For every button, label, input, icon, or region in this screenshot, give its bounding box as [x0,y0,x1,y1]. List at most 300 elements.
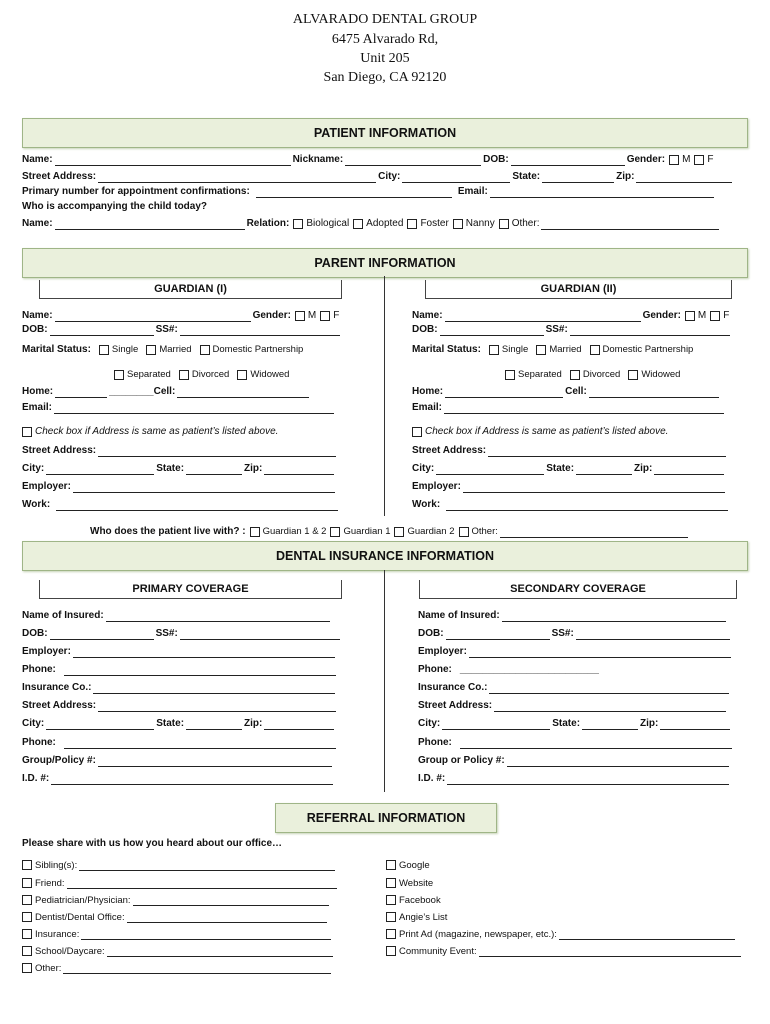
g1-home-field[interactable] [55,387,107,398]
g2-city-field[interactable] [436,464,544,475]
label: State: [156,718,185,729]
label: Check box if Address is same as patient’s listed above. [35,426,279,437]
sec-dob-field[interactable] [446,629,550,640]
label: Relation: [246,218,290,229]
g1-married-checkbox[interactable] [146,345,156,355]
office-name: ALVARADO DENTAL GROUP [292,12,478,27]
referral-info-header [275,803,497,833]
patient-nickname-field[interactable] [345,155,481,166]
sec-street-field[interactable] [494,701,726,712]
label: DOB: [412,324,438,335]
sec-dob-row [418,628,732,640]
g1-row-email [22,402,336,414]
label: DOB: [418,628,444,639]
sec-phone-row [418,664,599,676]
sec-group-field[interactable] [507,756,729,767]
insurance-info-header [22,541,748,571]
g1-divorced-checkbox[interactable] [179,370,189,380]
section-title: DENTAL INSURANCE INFORMATION [275,549,495,563]
g1-same-address-checkbox[interactable] [22,427,32,437]
g2-cell-field[interactable] [589,387,719,398]
label: GUARDIAN (II) [540,283,617,295]
label: City: [412,463,435,474]
patient-email-field[interactable] [490,187,714,198]
label: Community Event: [399,946,477,957]
ref-friend-checkbox[interactable] [22,878,32,888]
label: Other: [35,963,62,974]
patient-street-field[interactable] [98,172,376,183]
phone-blank[interactable]: _________________________ [459,664,599,675]
ref-school-row [22,946,335,957]
ref-dentist-row [22,912,329,923]
label: Other: [511,218,540,229]
g2-home-field[interactable] [445,387,563,398]
label: M [682,154,691,165]
sec-street-row [418,700,728,712]
label: Zip: [244,718,263,729]
ref-pediatrician-field[interactable] [133,895,329,906]
g1-row-home [22,386,311,398]
relation-other-field[interactable] [541,219,719,230]
g1-state-field[interactable] [186,464,242,475]
label: Insurance Co.: [22,682,92,693]
label: Biological [306,218,350,229]
sec-city-field[interactable] [442,719,550,730]
pri-co-field[interactable] [93,683,335,694]
g2-row-email [412,402,726,414]
live-guardian-both-checkbox[interactable] [250,527,260,537]
label: Name: [22,310,53,321]
label: I.D. #: [418,773,446,784]
pri-dob-field[interactable] [50,629,154,640]
label: Primary number for appointment confirmations: [22,186,250,197]
label: Friend: [35,878,65,889]
patient-row-2 [22,171,734,183]
label: Email: [457,186,488,197]
ref-community-field[interactable] [479,946,741,957]
label: Please share with us how you heard about our office… [22,838,283,849]
g2-street-field[interactable] [488,446,726,457]
label: Widowed [641,369,681,380]
ref-insurance-checkbox[interactable] [22,929,32,939]
pri-zip-field[interactable] [264,719,334,730]
column-divider [384,570,385,792]
label: Zip: [640,718,659,729]
label: Guardian 2 [407,526,455,537]
g1-separated-checkbox[interactable] [114,370,124,380]
label: Sibling(s): [35,860,78,871]
label: State: [552,718,581,729]
label: Domestic Partnership [602,344,694,355]
label: Guardian 1 [343,526,391,537]
label: DOB: [22,324,48,335]
pri-state-field[interactable] [186,719,242,730]
live-with-row [90,526,690,538]
ref-facebook-checkbox[interactable] [386,895,396,905]
label: Zip: [616,171,635,182]
ref-dentist-field[interactable] [127,912,327,923]
ref-angies-checkbox[interactable] [386,912,396,922]
pri-group-field[interactable] [98,756,332,767]
g1-widowed-checkbox[interactable] [237,370,247,380]
label: Angie’s List [399,912,448,923]
g2-employer-field[interactable] [463,482,725,493]
patient-info-header [22,118,748,148]
home-blank: ________ [109,386,154,397]
g2-row-marital-2 [501,369,680,381]
ref-sibling-row [22,860,337,871]
label: Separated [518,369,562,380]
pri-ss-field[interactable] [180,629,340,640]
label: Other: [471,526,498,537]
ref-printad-row [386,929,737,940]
label: SS#: [551,628,574,639]
g1-row-work [22,499,340,511]
live-guardian-2-checkbox[interactable] [394,527,404,537]
label: Check box if Address is same as patient’s listed above. [425,426,669,437]
patient-zip-field[interactable] [636,172,732,183]
g2-row-dob [412,324,732,336]
label: Name of Insured: [22,610,104,621]
pri-phone-field[interactable] [64,665,336,676]
referral-prompt [22,838,282,850]
patient-name-field[interactable] [55,155,291,166]
label: State: [156,463,185,474]
label: Pediatrician/Physician: [35,895,131,906]
sec-phone2-row [418,737,734,749]
office-address-line3: San Diego, CA 92120 [323,70,447,85]
ref-pediatrician-checkbox[interactable] [22,895,32,905]
label: Divorced [582,369,621,380]
label: School/Daycare: [35,946,105,957]
guardian-2-tab [425,280,732,299]
label: F [333,310,340,321]
sec-co-row [418,682,731,694]
g2-row-street [412,445,728,457]
g1-row-marital-2 [110,369,289,381]
g1-ss-field[interactable] [180,325,340,336]
label: City: [22,463,45,474]
primary-number-field[interactable] [256,187,452,198]
gender-m-checkbox[interactable] [669,155,679,165]
g1-gender-f-checkbox[interactable] [320,311,330,321]
patient-state-field[interactable] [542,172,614,183]
label: SS#: [155,628,178,639]
label: Name: [22,154,53,165]
relation-foster-checkbox[interactable] [407,219,417,229]
label: Work: [412,499,441,510]
label: Dentist/Dental Office: [35,912,125,923]
label: Name: [412,310,443,321]
g2-row-home [412,386,721,398]
sec-zip-field[interactable] [660,719,730,730]
ref-google-checkbox[interactable] [386,860,396,870]
g2-divorced-checkbox[interactable] [570,370,580,380]
relation-adopted-checkbox[interactable] [353,219,363,229]
label: Gender: [626,154,666,165]
patient-dob-field[interactable] [511,155,625,166]
label: Phone: [418,737,452,748]
label: City: [22,718,45,729]
label: Name of Insured: [418,610,500,621]
sec-employer-field[interactable] [469,647,731,658]
guardian-1-tab [39,280,342,299]
label: Street Address: [418,700,493,711]
ref-school-field[interactable] [107,946,333,957]
g2-widowed-checkbox[interactable] [628,370,638,380]
section-title: REFERRAL INFORMATION [306,811,466,825]
label: Phone: [22,664,56,675]
g2-dob-field[interactable] [440,325,544,336]
pri-street-row [22,700,338,712]
label: I.D. #: [22,773,50,784]
label: Adopted [366,218,404,229]
pri-insured-row [22,610,332,622]
g2-gender-m-checkbox[interactable] [685,311,695,321]
ref-other-field[interactable] [63,963,331,974]
ref-angies-row [386,912,447,923]
label: Employer: [418,646,467,657]
label: Print Ad (magazine, newspaper, etc.): [399,929,557,940]
label: Employer: [22,646,71,657]
label: Divorced [191,369,230,380]
parent-info-header [22,248,748,278]
g1-street-field[interactable] [98,446,336,457]
g1-row-employer [22,481,337,493]
label: Home: [22,386,54,397]
live-other-checkbox[interactable] [459,527,469,537]
label: Email: [22,402,53,413]
pri-insured-field[interactable] [106,611,330,622]
g2-name-field[interactable] [445,311,641,322]
label: PRIMARY COVERAGE [132,583,249,595]
g2-separated-checkbox[interactable] [505,370,515,380]
pri-phone-row [22,664,338,676]
pri-city-row [22,718,336,730]
g1-single-checkbox[interactable] [99,345,109,355]
sec-ss-field[interactable] [576,629,730,640]
label: Cell: [153,386,176,397]
sec-insured-field[interactable] [502,611,726,622]
ref-sibling-field[interactable] [79,860,335,871]
label: Name: [22,218,53,229]
ref-facebook-row [386,895,441,906]
ref-website-checkbox[interactable] [386,878,396,888]
g2-married-checkbox[interactable] [536,345,546,355]
label: Email: [412,402,443,413]
label: Zip: [634,463,653,474]
g2-single-checkbox[interactable] [489,345,499,355]
label: Foster [420,218,449,229]
secondary-coverage-tab [419,580,737,599]
accompanying-question [22,201,207,213]
label: Group or Policy #: [418,755,505,766]
ref-insurance-row [22,929,333,940]
column-divider [384,276,385,516]
g1-row-city [22,463,336,475]
label: DOB: [22,628,48,639]
sec-phone2-field[interactable] [460,738,732,749]
pri-phone2-field[interactable] [64,738,336,749]
label: DOB: [483,154,509,165]
accompanying-name-field[interactable] [55,219,245,230]
g2-row-same [412,426,668,438]
label: Who is accompanying the child today? [22,201,208,212]
label: Insurance Co.: [418,682,488,693]
label: SECONDARY COVERAGE [510,583,646,595]
label: F [723,310,730,321]
label: Street Address: [22,171,97,182]
label: Cell: [565,386,587,397]
office-address-line2: Unit 205 [360,51,410,66]
ref-community-row [386,946,743,957]
g1-gender-m-checkbox[interactable] [295,311,305,321]
relation-biological-checkbox[interactable] [293,219,303,229]
label: Married [159,344,192,355]
g1-row-name [22,310,339,322]
gender-f-checkbox[interactable] [694,155,704,165]
section-title: PATIENT INFORMATION [313,126,457,140]
ref-other-checkbox[interactable] [22,963,32,973]
g1-row-dob [22,324,342,336]
label: Who does the patient live with? : [90,526,246,537]
g2-row-city [412,463,726,475]
ref-other-row [22,963,333,974]
label: M [307,310,317,321]
patient-row-3 [22,186,716,198]
g1-name-field[interactable] [55,311,251,322]
ref-printad-field[interactable] [559,929,735,940]
sec-co-field[interactable] [489,683,729,694]
pri-dob-row [22,628,342,640]
g1-cell-field[interactable] [177,387,309,398]
label: Separated [127,369,171,380]
label: City: [378,171,401,182]
ref-website-row [386,878,433,889]
pri-city-field[interactable] [46,719,154,730]
label: Marital Status: [22,344,91,355]
g2-row-marital [412,344,693,356]
label: Street Address: [412,445,487,456]
primary-coverage-tab [39,580,342,599]
g1-employer-field[interactable] [73,482,335,493]
pri-employer-row [22,646,337,658]
label: State: [512,171,541,182]
label: Street Address: [22,445,97,456]
g2-row-name [412,310,729,322]
g2-same-address-checkbox[interactable] [412,427,422,437]
pri-employer-field[interactable] [73,647,335,658]
label: Work: [22,499,51,510]
label: Gender: [642,310,681,321]
ref-school-checkbox[interactable] [22,946,32,956]
label: Employer: [412,481,461,492]
pri-co-row [22,682,337,694]
sec-id-field[interactable] [447,774,729,785]
label: Single [501,344,529,355]
g1-row-street [22,445,338,457]
sec-id-row [418,773,731,785]
label: Website [399,878,434,889]
g2-state-field[interactable] [576,464,632,475]
g2-domestic-checkbox[interactable] [590,345,600,355]
ref-insurance-field[interactable] [81,929,331,940]
label: Home: [412,386,444,397]
label: SS#: [155,324,178,335]
ref-friend-row [22,878,339,889]
label: Guardian 1 & 2 [262,526,327,537]
pri-id-field[interactable] [51,774,333,785]
ref-dentist-checkbox[interactable] [22,912,32,922]
ref-printad-checkbox[interactable] [386,929,396,939]
pri-id-row [22,773,335,785]
patient-row-1 [22,154,714,166]
g1-row-marital [22,344,303,356]
ref-community-checkbox[interactable] [386,946,396,956]
relation-other-checkbox[interactable] [499,219,509,229]
g2-email-field[interactable] [444,403,724,414]
g1-domestic-checkbox[interactable] [200,345,210,355]
label: Group/Policy #: [22,755,96,766]
ref-pediatrician-row [22,895,331,906]
g2-row-work [412,499,730,511]
ref-sibling-checkbox[interactable] [22,860,32,870]
sec-insured-row [418,610,728,622]
patient-city-field[interactable] [402,172,510,183]
g1-row-same [22,426,278,438]
g1-email-field[interactable] [54,403,334,414]
label: City: [418,718,441,729]
g2-gender-f-checkbox[interactable] [710,311,720,321]
g1-zip-field[interactable] [264,464,334,475]
label: Gender: [252,310,291,321]
relation-nanny-checkbox[interactable] [453,219,463,229]
ref-friend-field[interactable] [67,878,337,889]
live-other-field[interactable] [500,527,688,538]
g2-ss-field[interactable] [570,325,730,336]
label: Marital Status: [412,344,481,355]
live-guardian-1-checkbox[interactable] [330,527,340,537]
label: Google [399,860,430,871]
label: Domestic Partnership [212,344,304,355]
label: F [707,154,714,165]
label: Phone: [22,737,56,748]
label: Facebook [399,895,441,906]
section-title: PARENT INFORMATION [314,256,456,270]
g1-dob-field[interactable] [50,325,154,336]
label: Zip: [244,463,263,474]
label: Single [111,344,139,355]
sec-state-field[interactable] [582,719,638,730]
label: Nanny [465,218,495,229]
g2-work-field[interactable] [446,500,728,511]
g1-work-field[interactable] [56,500,338,511]
label: Widowed [250,369,290,380]
sec-employer-row [418,646,733,658]
g1-city-field[interactable] [46,464,154,475]
g2-zip-field[interactable] [654,464,724,475]
pri-street-field[interactable] [98,701,336,712]
office-address-line1: 6475 Alvarado Rd, [331,32,439,47]
sec-group-row [418,755,731,767]
label: Insurance: [35,929,80,940]
label: Employer: [22,481,71,492]
label: SS#: [545,324,568,335]
pri-group-row [22,755,334,767]
label: M [697,310,707,321]
g2-row-employer [412,481,727,493]
label: Married [549,344,582,355]
